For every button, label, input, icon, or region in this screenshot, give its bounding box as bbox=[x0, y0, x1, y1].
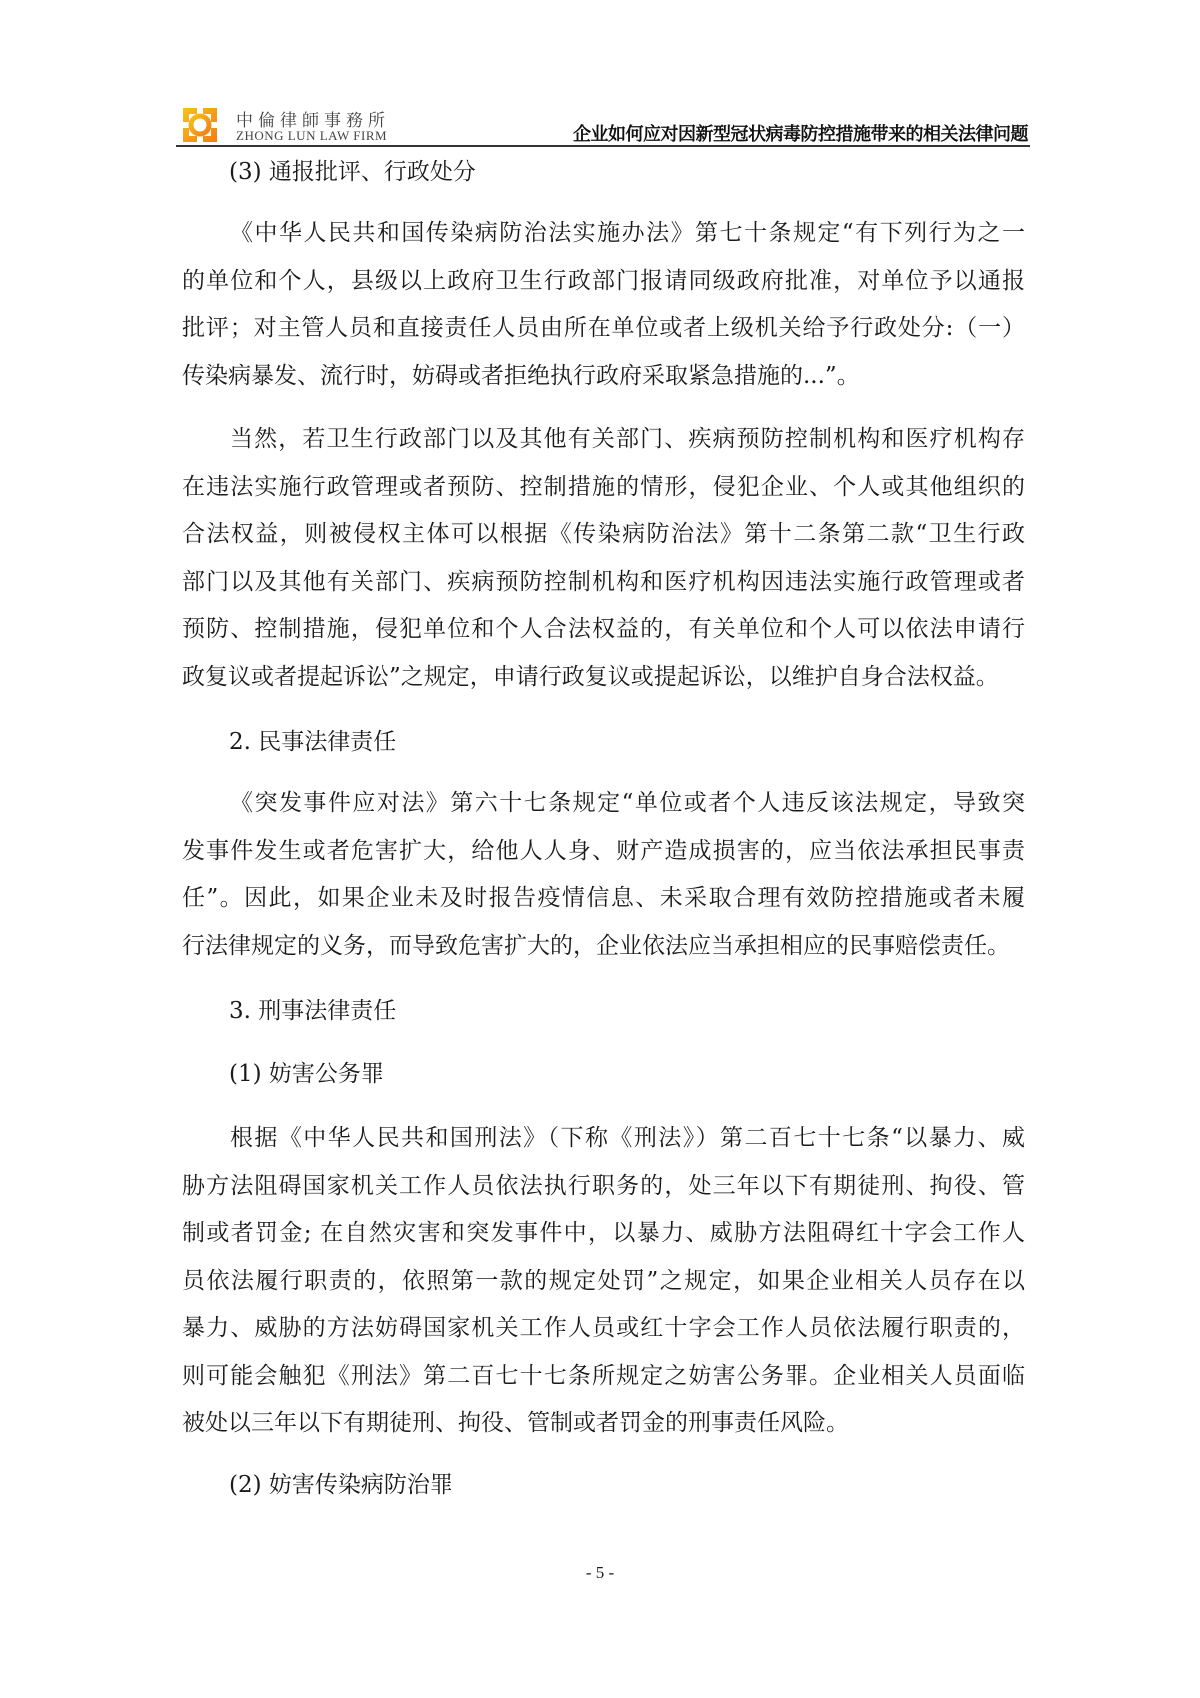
text-line: 部门以及其他有关部门、疾病预防控制机构和医疗机构因违法实施行政管理或者 bbox=[182, 568, 1025, 595]
text-line: 根据《中华人民共和国刑法》（下称《刑法》）第二百七十七条“以暴力、威 bbox=[230, 1125, 1025, 1151]
paragraph bbox=[182, 416, 1025, 701]
page-number: - 5 - bbox=[585, 1563, 615, 1582]
paragraph bbox=[182, 1115, 1025, 1448]
text-line: 暴力、威胁的方法妨碍国家机关工作人员或红十字会工作人员依法履行职责的， bbox=[182, 1315, 1025, 1341]
section-heading: 2. 民事法律责任 bbox=[229, 729, 397, 755]
firm-name-cn: 中倫律師事務所 bbox=[236, 111, 390, 131]
section-heading: (1) 妨害公务罪 bbox=[229, 1061, 384, 1087]
text-line: 政复议或者提起诉讼”之规定，申请行政复议或提起诉讼，以维护自身合法权益。 bbox=[182, 663, 999, 690]
text-line: 发事件发生或者危害扩大，给他人人身、财产造成损害的，应当依法承担民事责 bbox=[182, 837, 1025, 864]
document-title: 企业如何应对因新型冠状病毒防控措施带来的相关法律问题 bbox=[573, 124, 1028, 145]
text-line: 制或者罚金; 在自然灾害和突发事件中，以暴力、威胁方法阻碍红十字会工作人 bbox=[182, 1220, 1025, 1246]
section-heading: (3) 通报批评、行政处分 bbox=[229, 159, 476, 185]
paragraph bbox=[182, 210, 1025, 400]
text-line: 合法权益，则被侵权主体可以根据《传染病防治法》第十二条第二款“卫生行政 bbox=[182, 521, 1025, 547]
text-line: 员依法履行职责的，依照第一款的规定处罚”之规定，如果企业相关人员存在以 bbox=[182, 1267, 1025, 1294]
paragraph bbox=[182, 780, 1025, 970]
section-heading: (2) 妨害传染病防治罪 bbox=[229, 1472, 453, 1498]
firm-logo bbox=[181, 106, 219, 144]
text-line: 行法律规定的义务，而导致危害扩大的，企业依法应当承担相应的民事赔偿责任。 bbox=[182, 932, 1010, 959]
text-line: 在违法实施行政管理或者预防、控制措施的情形，侵犯企业、个人或其他组织的 bbox=[182, 473, 1025, 500]
text-line: 则可能会触犯《刑法》第二百七十七条所规定之妨害公务罪。企业相关人员面临 bbox=[182, 1362, 1025, 1389]
text-line: 《中华人民共和国传染病防治法实施办法》第七十条规定“有下列行为之一 bbox=[230, 220, 1025, 246]
header-divider bbox=[176, 145, 1030, 147]
firm-name-en: ZHONG LUN LAW FIRM bbox=[236, 128, 388, 143]
text-line: 传染病暴发、流行时，妨碍或者拒绝执行政府采取紧急措施的...”。 bbox=[182, 362, 860, 389]
section-heading: 3. 刑事法律责任 bbox=[229, 998, 397, 1024]
text-line: 被处以三年以下有期徒刑、拘役、管制或者罚金的刑事责任风险。 bbox=[182, 1410, 849, 1436]
text-line: 《突发事件应对法》第六十七条规定“单位或者个人违反该法规定，导致突 bbox=[230, 790, 1025, 816]
text-line: 胁方法阻碍国家机关工作人员依法执行职务的，处三年以下有期徒刑、拘役、管 bbox=[182, 1172, 1025, 1199]
text-line: 的单位和个人，县级以上政府卫生行政部门报请同级政府批准，对单位予以通报 bbox=[182, 267, 1025, 294]
text-line: 预防、控制措施，侵犯单位和个人合法权益的，有关单位和个人可以依法申请行 bbox=[182, 616, 1025, 642]
text-line: 批评；对主管人员和直接责任人员由所在单位或者上级机关给予行政处分:（一） bbox=[182, 315, 1025, 341]
text-line: 当然，若卫生行政部门以及其他有关部门、疾病预防控制机构和医疗机构存 bbox=[230, 426, 1025, 452]
text-line: 任”。因此，如果企业未及时报告疫情信息、未采取合理有效防控措施或者未履 bbox=[182, 885, 1025, 911]
